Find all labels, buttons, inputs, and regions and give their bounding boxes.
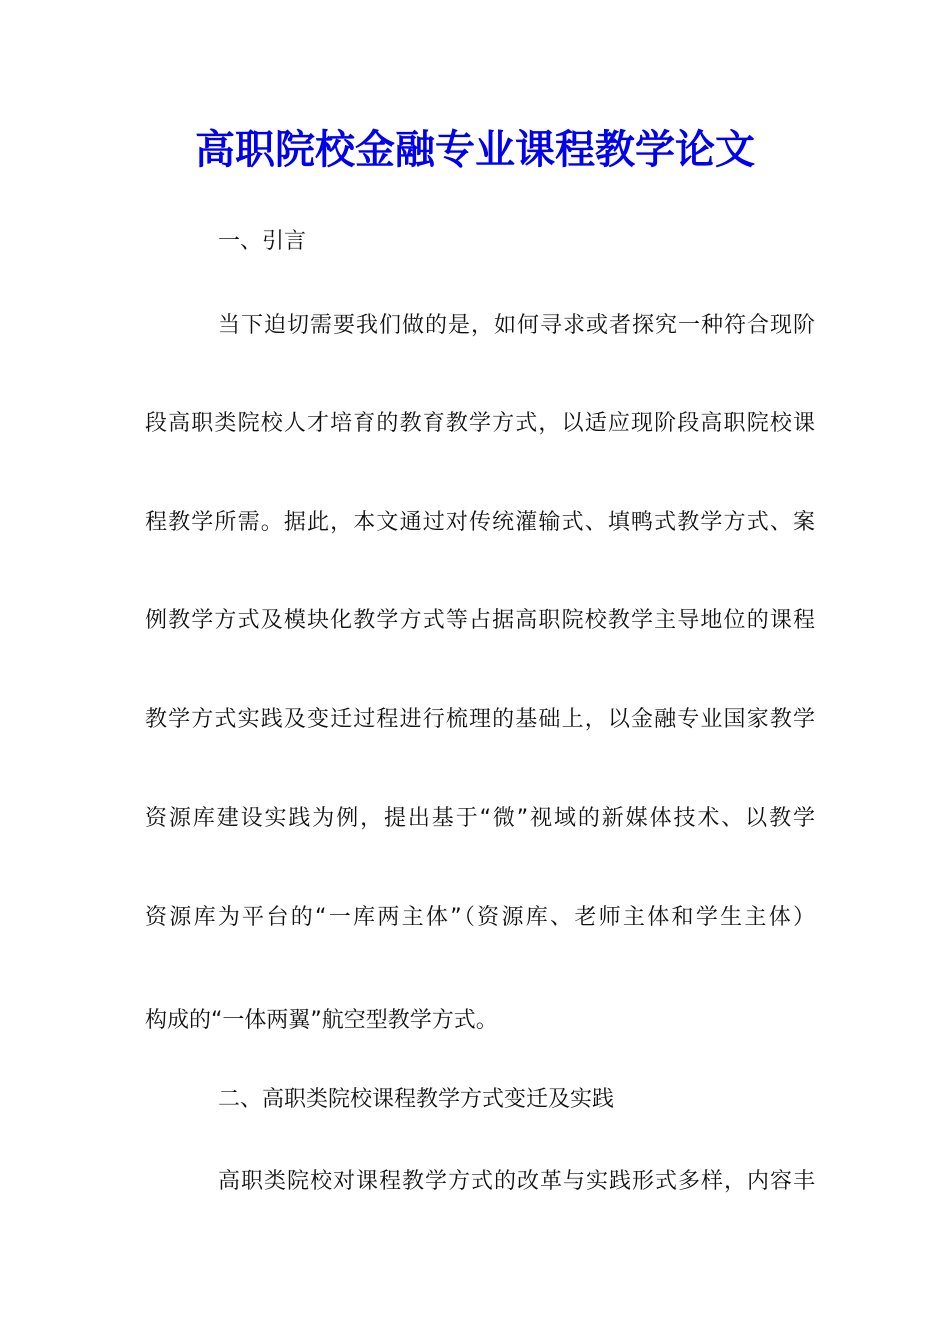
paragraph-line: 资源库为平台的“一库两主体”（资源库、老师主体和学生主体） [145,905,815,930]
paragraph-line: 程教学所需。据此，本文通过对传统灌输式、填鸭式教学方式、案 [145,510,815,535]
paragraph-line: 资源库建设实践为例，提出基于“微”视域的新媒体技术、以教学 [145,806,815,831]
paragraph-line: 教学方式实践及变迁过程进行梳理的基础上，以金融专业国家教学 [145,707,815,732]
paragraph-line: 当下迫切需要我们做的是，如何寻求或者探究一种符合现阶 [218,313,815,338]
document-title: 高职院校金融专业课程教学论文 [195,126,755,173]
section-heading-teaching-methods: 二、高职类院校课程教学方式变迁及实践 [218,1087,615,1112]
paragraph-line: 高职类院校对课程教学方式的改革与实践形式多样，内容丰 [218,1169,815,1194]
paragraph-line: 构成的“一体两翼”航空型教学方式。 [145,1008,498,1033]
paragraph-line: 段高职类院校人才培育的教育教学方式，以适应现阶段高职院校课 [145,411,815,436]
paragraph-line: 例教学方式及模块化教学方式等占据高职院校教学主导地位的课程 [145,608,815,633]
section-heading-introduction: 一、引言 [218,229,307,254]
